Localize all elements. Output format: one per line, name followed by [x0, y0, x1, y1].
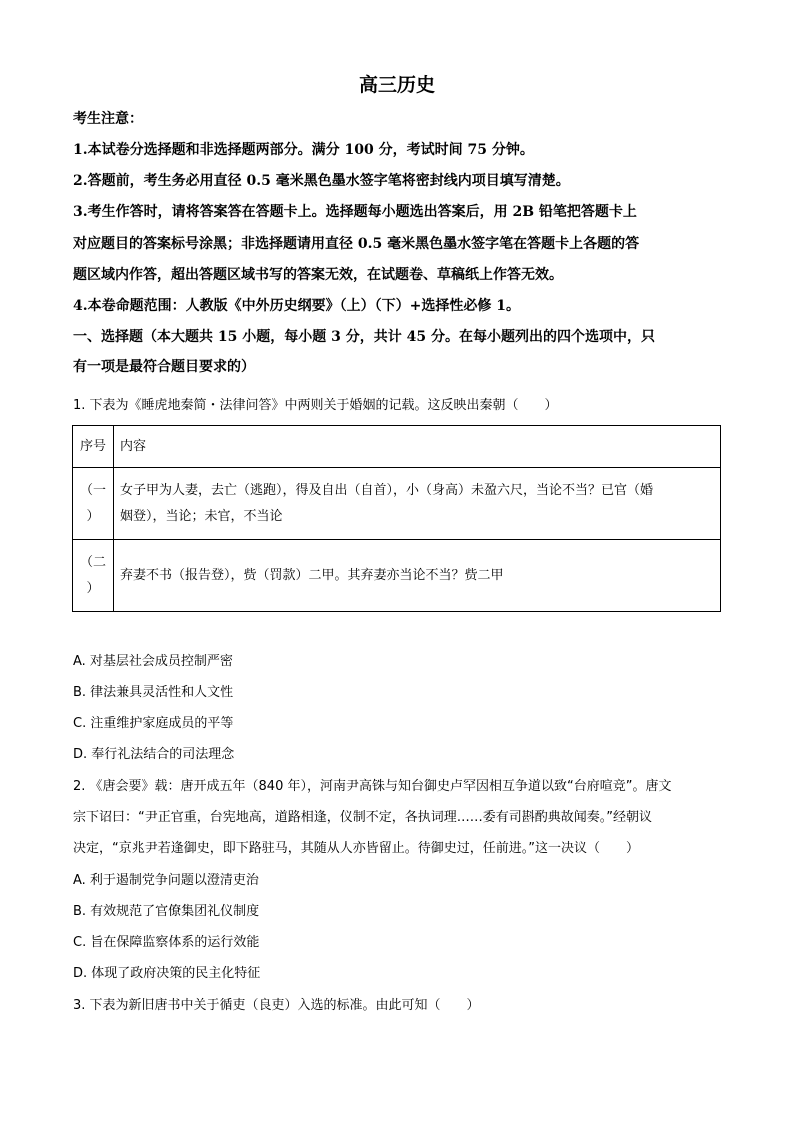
question-1-stem: 1. 下表为《睡虎地秦简・法律问答》中两则关于婚姻的记载。这反映出秦朝（ ） — [73, 398, 558, 413]
page-title: 高三历史 — [358, 74, 435, 96]
table-row — [73, 468, 721, 540]
notice-item-4: 4.本卷命题范围：人教版《中外历史纲要》（上）（下）+选择性必修 1。 — [73, 298, 520, 314]
question-2-option-c: C. 旨在保障监察体系的运行效能 — [73, 935, 260, 950]
notice-item-2: 2.答题前，考生务必用直径 0.5 毫米黑色墨水签字笔将密封线内项目填写清楚。 — [73, 173, 570, 189]
table-header-cell: 内容 — [114, 426, 721, 468]
table-cell-number — [73, 468, 114, 540]
cell-line: （二 — [79, 554, 106, 570]
section-heading-line-1: 一、选择题（本大题共 15 小题，每小题 3 分，共计 45 分。在每小题列出的四个选项中，只 — [73, 329, 655, 345]
question-2-line-1: 2. 《唐会要》载：唐开成五年（840 年），河南尹高铢与知台御史卢罕因相互争道以致“台府喧竞”。唐文 — [73, 779, 672, 794]
cell-line: 姻登），当论；未官，不当论 — [120, 508, 283, 524]
notice-item-1: 1.本试卷分选择题和非选择题两部分。满分 100 分，考试时间 75 分钟。 — [73, 142, 534, 158]
table-row — [73, 540, 721, 612]
table-header-cell: 序号 — [73, 426, 114, 468]
notice-item-3-line-2: 对应题目的答案标号涂黑；非选择题请用直径 0.5 毫米黑色墨水签字笔在答题卡上各题的答 — [73, 236, 640, 252]
question-2-line-3: 决定，“京兆尹若逢御史，即下路驻马，其随从人亦皆留止。待御史过，任前进。”这一决议（ ） — [73, 841, 639, 856]
question-1-table — [72, 425, 721, 612]
notice-heading: 考生注意： — [73, 111, 143, 127]
question-2-option-a: A. 利于遏制党争问题以澄清吏治 — [73, 873, 259, 888]
table-cell-content — [114, 468, 721, 540]
question-1-option-d: D. 奉行礼法结合的司法理念 — [73, 747, 235, 762]
cell-line: ） — [86, 580, 100, 596]
question-2-option-d: D. 体现了政府决策的民主化特征 — [73, 966, 261, 981]
cell-line: 女子甲为人妻，去亡（逃跑），得及自出（自首），小（身高）未盈六尺，当论不当？已官（婚 — [120, 482, 654, 498]
question-3-stem: 3. 下表为新旧唐书中关于循吏（良吏）入选的标准。由此可知（ ） — [73, 998, 480, 1013]
question-1-option-b: B. 律法兼具灵活性和人文性 — [73, 685, 234, 700]
cell-line: 弃妻不书（报告登），赀（罚款）二甲。其弃妻亦当论不当？赀二甲 — [120, 567, 504, 583]
table-cell-number — [73, 540, 114, 612]
cell-line: （一 — [79, 482, 106, 498]
table-header-row — [73, 426, 721, 468]
question-2-line-2: 宗下诏曰：“尹正官重，台宪地高，道路相逢，仪制不定，各执词理……委有司斟酌典故闻奏。”经朝议 — [73, 810, 652, 825]
question-1-option-a: A. 对基层社会成员控制严密 — [73, 654, 233, 669]
notice-item-3-line-1: 3.考生作答时，请将答案答在答题卡上。选择题每小题选出答案后，用 2B 铅笔把答题卡上 — [73, 204, 637, 220]
question-2-option-b: B. 有效规范了官僚集团礼仪制度 — [73, 904, 260, 919]
table-cell-content — [114, 540, 721, 612]
cell-line: ） — [86, 508, 100, 524]
question-1-option-c: C. 注重维护家庭成员的平等 — [73, 716, 234, 731]
section-heading-line-2: 有一项是最符合题目要求的） — [73, 359, 255, 375]
notice-item-3-line-3: 题区域内作答，超出答题区域书写的答案无效，在试题卷、草稿纸上作答无效。 — [73, 267, 563, 283]
